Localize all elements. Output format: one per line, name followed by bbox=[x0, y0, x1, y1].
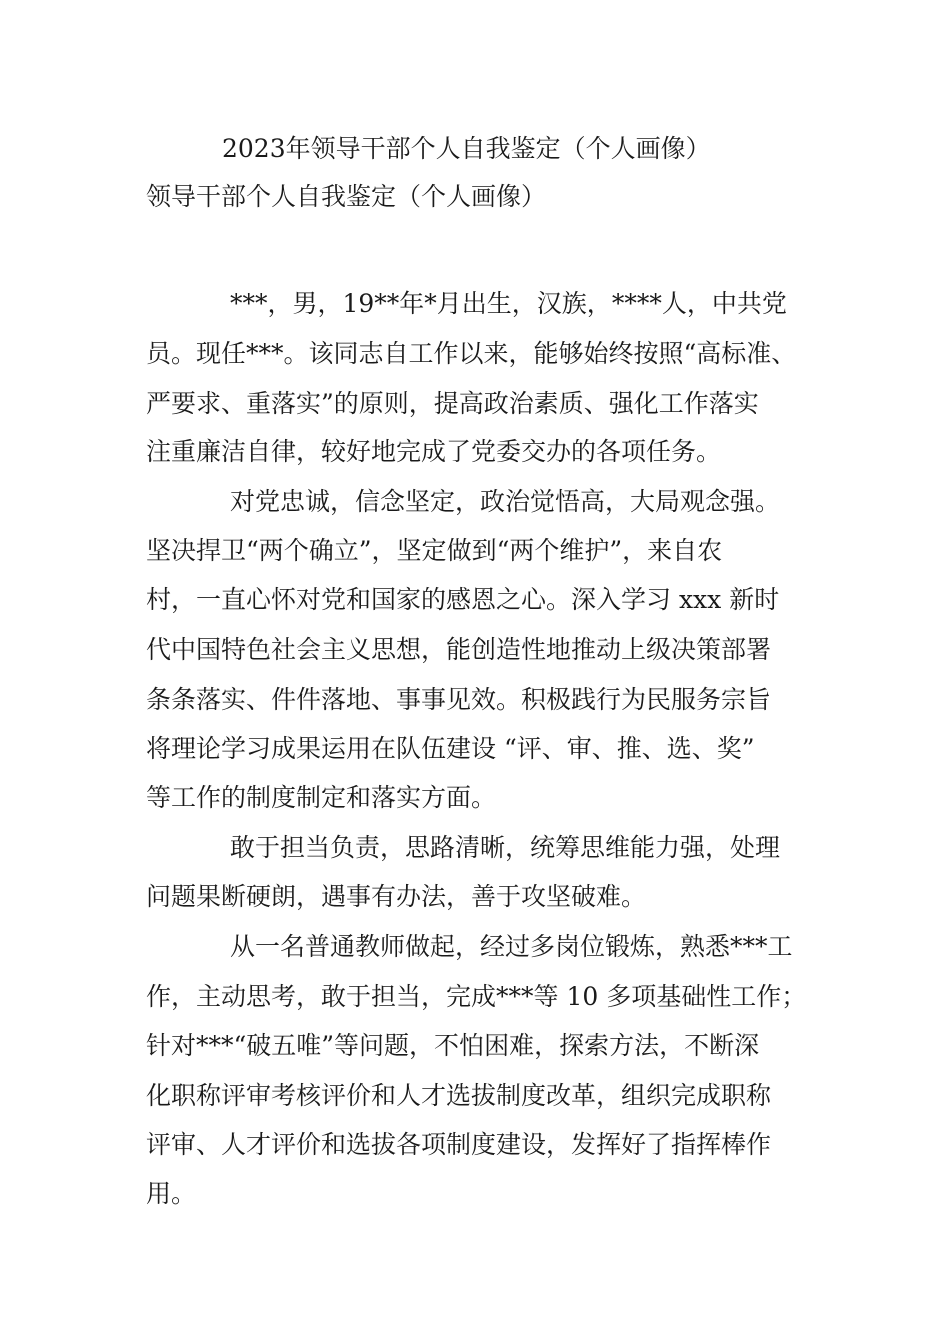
paragraph-4-line-6: 用。 bbox=[146, 1179, 197, 1208]
document-title: 2023年领导干部个人自我鉴定（个人画像） bbox=[222, 134, 711, 163]
paragraph-1-line-4: 注重廉洁自律，较好地完成了党委交办的各项任务。 bbox=[146, 437, 722, 466]
paragraph-3-line-2: 问题果断硬朗，遇事有办法，善于攻坚破难。 bbox=[146, 882, 647, 911]
paragraph-4-line-1: 从一名普通教师做起，经过多岗位锻炼，熟悉***工 bbox=[230, 932, 793, 961]
paragraph-2-line-4: 代中国特色社会主义思想，能创造性地推动上级决策部署 bbox=[146, 635, 772, 664]
paragraph-4-line-5: 评审、人才评价和选拔各项制度建设，发挥好了指挥棒作 bbox=[146, 1130, 772, 1159]
paragraph-1-line-1: ***，男，19**年*月出生，汉族，****人，中共党 bbox=[230, 289, 787, 318]
paragraph-4-line-3: 针对***“破五唯”等问题，不怕困难，探索方法，不断深 bbox=[146, 1031, 760, 1060]
paragraph-2-line-5: 条条落实、件件落地、事事见效。积极践行为民服务宗旨 bbox=[146, 685, 772, 714]
document-subtitle: 领导干部个人自我鉴定（个人画像） bbox=[146, 182, 547, 211]
paragraph-4-line-4: 化职称评审考核评价和人才选拔制度改革，组织完成职称 bbox=[146, 1081, 772, 1110]
paragraph-2-line-2: 坚决捍卫“两个确立”，坚定做到“两个维护”，来自农 bbox=[146, 536, 723, 565]
paragraph-1-line-3: 严要求、重落实”的原则，提高政治素质、强化工作落实 bbox=[146, 389, 759, 418]
paragraph-3-line-1: 敢于担当负责，思路清晰，统筹思维能力强，处理 bbox=[230, 833, 781, 862]
paragraph-2-line-1: 对党忠诚，信念坚定，政治觉悟高，大局观念强。 bbox=[230, 487, 781, 516]
paragraph-4-line-2: 作，主动思考，敢于担当，完成***等 10 多项基础性工作； bbox=[146, 982, 807, 1011]
paragraph-2-line-6: 将理论学习成果运用在队伍建设 “评、审、推、选、奖” bbox=[146, 734, 755, 763]
paragraph-2-line-7: 等工作的制度制定和落实方面。 bbox=[146, 783, 497, 812]
paragraph-1-line-2: 员。现任***。该同志自工作以来，能够始终按照“高标准、 bbox=[146, 339, 797, 368]
paragraph-2-line-3: 村，一直心怀对党和国家的感恩之心。深入学习 xxx 新时 bbox=[146, 585, 780, 614]
